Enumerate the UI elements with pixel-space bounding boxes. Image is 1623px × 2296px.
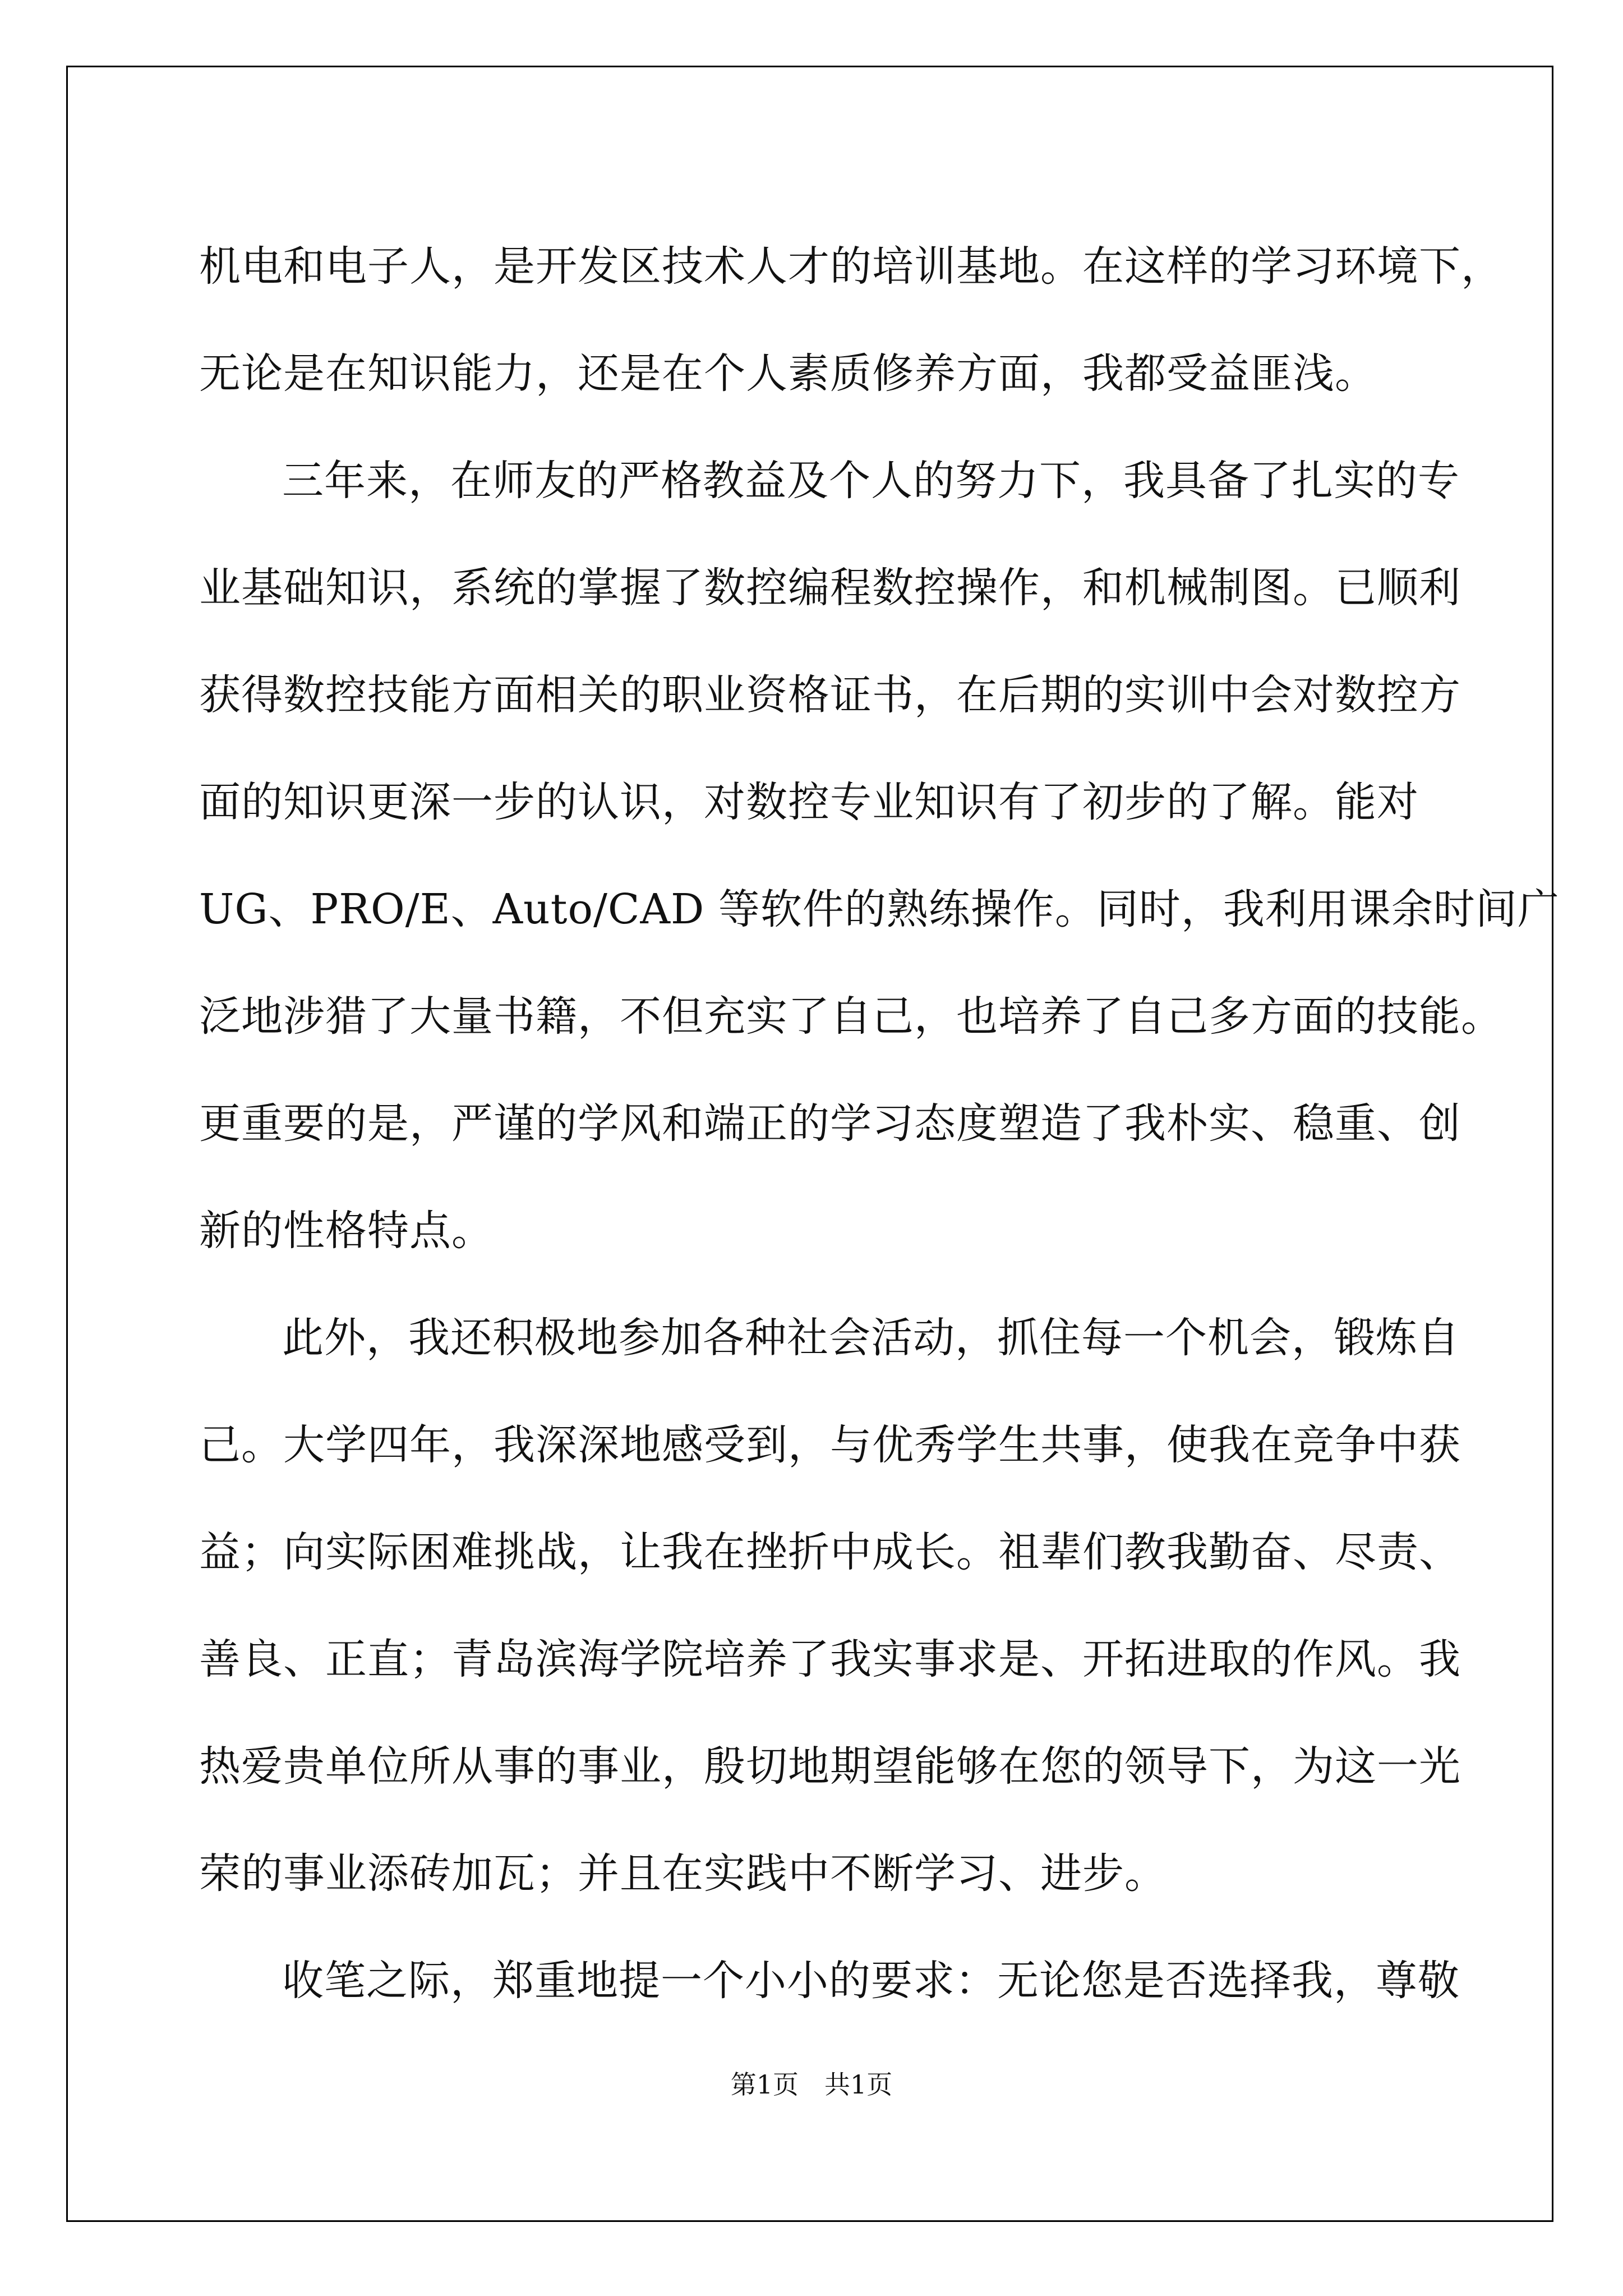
text-line: 业基础知识，系统的掌握了数控编程数控操作，和机械制图。已顺利: [199, 564, 1461, 612]
text-line: 荣的事业添砖加瓦；并且在实践中不断学习、进步。: [199, 1849, 1166, 1898]
text-line: 机电和电子人，是开发区技术人才的培训基地。在这样的学习环境下，: [199, 242, 1503, 291]
text-line: 善良、正直；青岛滨海学院培养了我实事求是、开拓进取的作风。我: [199, 1635, 1461, 1683]
text-line: 收笔之际，郑重地提一个小小的要求：无论您是否选择我，尊敬: [282, 1957, 1460, 2005]
text-line: 己。大学四年，我深深地感受到，与优秀学生共事，使我在竞争中获: [199, 1421, 1461, 1469]
text-line: 新的性格特点。: [199, 1207, 494, 1255]
text-line: 三年来，在师友的严格教益及个人的努力下，我具备了扎实的专: [282, 457, 1460, 505]
text-line: 此外，我还积极地参加各种社会活动，抓住每一个机会，锻炼自: [282, 1314, 1460, 1362]
text-line: UG、PRO/E、Auto/CAD 等软件的熟练操作。同时，我利用课余时间广: [199, 885, 1560, 933]
text-line: 益；向实际困难挑战，让我在挫折中成长。祖辈们教我勤奋、尽责、: [199, 1528, 1461, 1576]
text-line: 热爱贵单位所从事的事业，殷切地期望能够在您的领导下，为这一光: [199, 1742, 1461, 1791]
text-line: 面的知识更深一步的认识，对数控专业知识有了初步的了解。能对: [199, 778, 1419, 826]
text-line: 更重要的是，严谨的学风和端正的学习态度塑造了我朴实、稳重、创: [199, 1099, 1461, 1148]
page-footer: 第1页 共1页: [730, 2069, 893, 2100]
text-line: 获得数控技能方面相关的职业资格证书，在后期的实训中会对数控方: [199, 671, 1461, 719]
text-line: 无论是在知识能力，还是在个人素质修养方面，我都受益匪浅。: [199, 349, 1377, 398]
text-line: 泛地涉猎了大量书籍，不但充实了自己，也培养了自己多方面的技能。: [199, 992, 1503, 1041]
document-body: [199, 213, 1560, 2035]
